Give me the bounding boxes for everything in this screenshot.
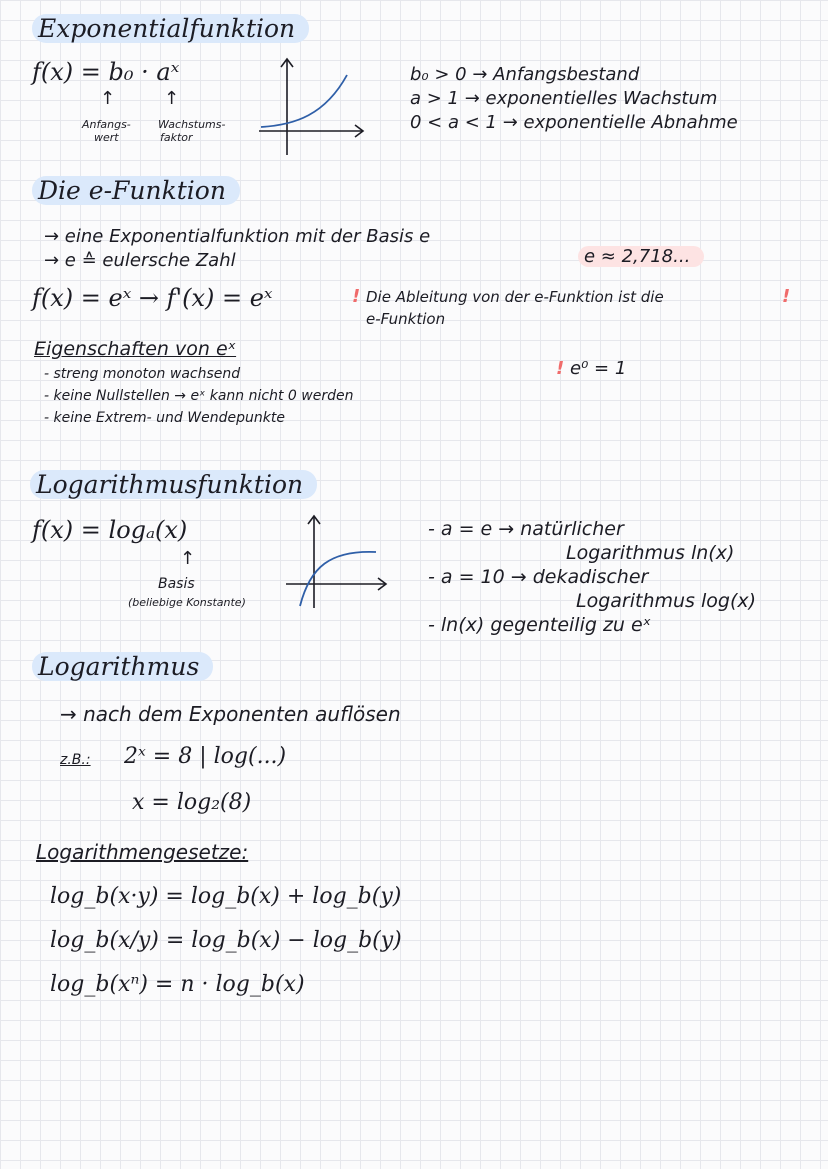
log-rule-inverse: - ln(x) gegenteilig zu eˣ bbox=[428, 614, 652, 636]
log-graph-curve bbox=[300, 552, 376, 606]
efunc-line-basis: → eine Exponentialfunktion mit der Basis e bbox=[44, 226, 431, 247]
law-product: log_b(x·y) = log_b(x) + log_b(y) bbox=[50, 884, 402, 909]
example-equation: 2ˣ = 8 | log(...) bbox=[124, 744, 287, 769]
efunc-line-euler: → e ≙ eulersche Zahl bbox=[44, 250, 236, 271]
efunc-note-line1: Die Ableitung von der e-Funktion ist die bbox=[366, 288, 664, 306]
example-solution: x = log₂(8) bbox=[132, 790, 252, 815]
prop-item-nullstellen: - keine Nullstellen → eˣ kann nicht 0 werden bbox=[44, 388, 354, 404]
label-wachstums: Wachstums- bbox=[158, 118, 226, 131]
heading-logarithmus: Logarithmus bbox=[32, 652, 213, 681]
heading-e-funktion: Die e-Funktion bbox=[32, 176, 240, 205]
log-graph bbox=[280, 512, 395, 612]
laws-heading: Logarithmengesetze: bbox=[36, 840, 249, 864]
label-anfangs: Anfangs- bbox=[82, 118, 131, 131]
e-approx: e ≈ 2,718... bbox=[578, 246, 704, 267]
arrow-a: ↑ bbox=[164, 88, 180, 109]
exp-formula: f(x) = b₀ · aˣ bbox=[32, 58, 180, 86]
exp-condition-decay: 0 < a < 1 → exponentielle Abnahme bbox=[410, 112, 738, 133]
log-rule-natural-2: Logarithmus ln(x) bbox=[566, 542, 735, 564]
label-anfangs-2: wert bbox=[94, 131, 119, 144]
excl-left: ! bbox=[352, 286, 361, 307]
law-power: log_b(xⁿ) = n · log_b(x) bbox=[50, 972, 305, 997]
log-formula: f(x) = logₐ(x) bbox=[32, 516, 188, 544]
heading-exponentialfunktion: Exponentialfunktion bbox=[32, 14, 309, 43]
prop-item-monoton: - streng monoton wachsend bbox=[44, 366, 241, 382]
heading-logarithmusfunktion: Logarithmusfunktion bbox=[30, 470, 317, 499]
efunc-note-line2: e-Funktion bbox=[366, 310, 446, 328]
log-rule-decadic: - a = 10 → dekadischer bbox=[428, 566, 649, 588]
excl-right: ! bbox=[782, 286, 791, 307]
e0-equation: e⁰ = 1 bbox=[570, 358, 627, 379]
arrow-basis: ↑ bbox=[180, 548, 196, 569]
log-rule-decadic-2: Logarithmus log(x) bbox=[576, 590, 757, 612]
e0-excl: ! bbox=[556, 358, 565, 379]
exp-graph-curve bbox=[261, 75, 347, 127]
exp-condition-b0: b₀ > 0 → Anfangsbestand bbox=[410, 64, 640, 85]
efunc-derivative: f(x) = eˣ → f'(x) = eˣ bbox=[32, 284, 273, 312]
log-line-solve: → nach dem Exponenten auflösen bbox=[60, 702, 401, 726]
props-heading: Eigenschaften von eˣ bbox=[34, 338, 237, 360]
exp-graph bbox=[255, 55, 375, 160]
exp-condition-growth: a > 1 → exponentielles Wachstum bbox=[410, 88, 718, 109]
zb-label: z.B.: bbox=[60, 752, 91, 768]
law-quotient: log_b(x/y) = log_b(x) − log_b(y) bbox=[50, 928, 402, 953]
label-faktor: faktor bbox=[160, 131, 193, 144]
label-basis: Basis bbox=[158, 576, 195, 592]
label-basis-note: (beliebige Konstante) bbox=[128, 596, 246, 609]
prop-item-extrem: - keine Extrem- und Wendepunkte bbox=[44, 410, 285, 426]
arrow-b0: ↑ bbox=[100, 88, 116, 109]
log-rule-natural: - a = e → natürlicher bbox=[428, 518, 624, 540]
